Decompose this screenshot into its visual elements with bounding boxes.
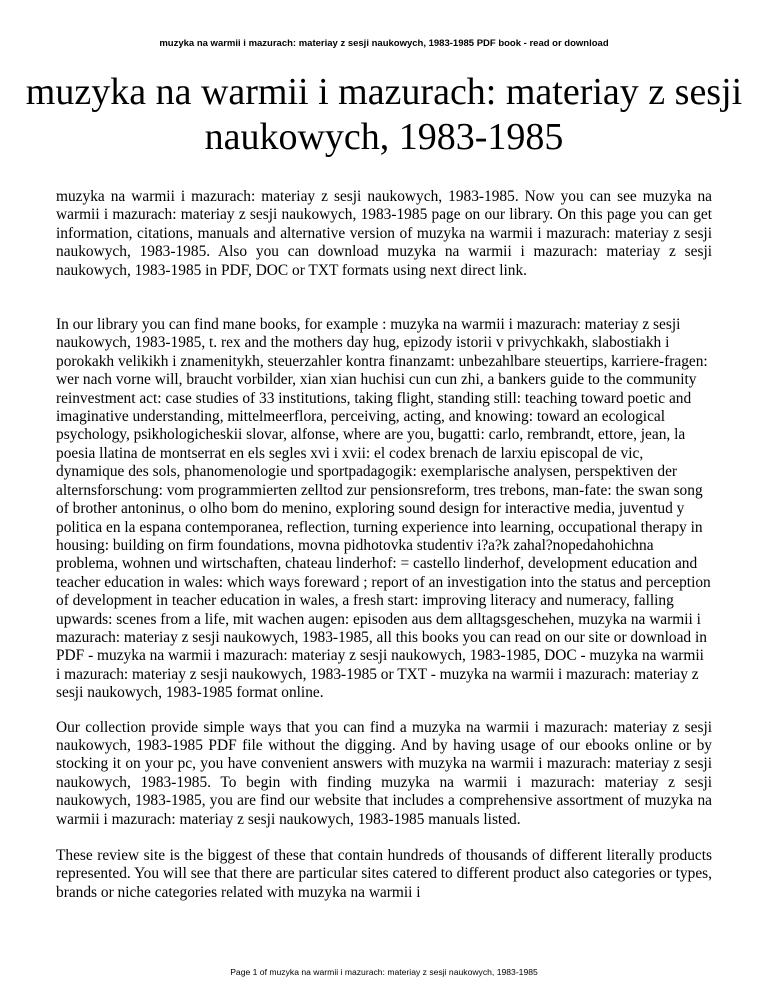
intro-paragraph: muzyka na warmii i mazurach: materiay z sesji naukowych, 1983-1985. Now you can see muzyka na warmii i mazurach: materiay z sesji naukowych, 1983-1985 page on our library. On this page you can get information, citations, manuals and alternative version of muzyka na warmii i mazurach: materiay z sesji naukowych, 1983-1985. Also you can download muzyka na warmii i mazurach: materiay z sesji naukowych, 1983-1985 in PDF, DOC or TXT formats using next direct link. (56, 188, 712, 279)
collection-paragraph: Our collection provide simple ways that you can find a muzyka na warmii i mazurach: materiay z sesji naukowych, 1983-1985 PDF file without the digging. And by having usage of our ebooks online or by stocking it on your pc, you have convenient answers with muzyka na warmii i mazurach: materiay z sesji naukowych, 1983-1985. To begin with finding muzyka na warmii i mazurach: materiay z sesji naukowych, 1983-1985, you are find our website that includes a comprehensive assortment of muzyka na warmii i mazurach: materiay z sesji naukowych, 1983-1985 manuals listed. (56, 718, 712, 828)
library-list-paragraph: In our library you can find mane books, for example : muzyka na warmii i mazurach: materiay z sesji naukowych, 1983-1985, t. rex and the mothers day hug, epizody istorii v privychkakh, slabostiakh i porokakh velikikh i znamenitykh, steuerzahler kontra finanzamt: unbezahlbare steuertips, karriere-fragen: wer nach vorne will, braucht vorbilder, xian xian huchisi cun cun zhi, a bankers guide to the community reinvestment act: case studies of 33 institutions, taking flight, standing still: teaching toward poetic and imaginative understanding, mittelmeerflora, perceiving, acting, and knowing: toward an ecological psychology, psikhologicheskii slovar, alfonse, where are you, bugatti: carlo, rembrandt, ettore, jean, la poesia llatina de montserrat en els segles xvi i xvii: el codex brenach de larxiu episcopal de vic, dynamique des sols, phanomenologie und sportpadagogik: exemplarische analysen, perspektiven der alternsforschung: vom programmierten zelltod zur pensionsreform, tres trebons, man-fate: the swan song of brother antoninus, o olho bom do menino, exploring sound design for interactive media, juventud y politica en la espana contemporanea, reflection, turning experience into learning, occupational therapy in housing: building on firm foundations, movna pidhotovka studentiv i?a?k zahal?nopedahohichna problema, wohnen und wirtschaften, chateau linderhof: = castello linderhof, development education and teacher education in wales: which ways foreward ; report of an investigation into the status and perception of development in teacher education in wales, a fresh start: improving literacy and numeracy, falling upwards: scenes from a life, mit wachen augen: episoden aus dem alltagsgeschehen, muzyka na warmii i mazurach: materiay z sesji naukowych, 1983-1985, all this books you can read on our site or download in PDF - muzyka na warmii i mazurach: materiay z sesji naukowych, 1983-1985, DOC - muzyka na warmii i mazurach: materiay z sesji naukowych, 1983-1985 or TXT - muzyka na warmii i mazurach: materiay z sesji naukowych, 1983-1985 format online. (56, 316, 711, 702)
document-title: muzyka na warmii i mazurach: materiay z sesji naukowych, 1983-1985 (25, 71, 743, 158)
page-footer: Page 1 of muzyka na warmii i mazurach: materiay z sesji naukowych, 1983-1985 (230, 967, 538, 977)
review-site-paragraph: These review site is the biggest of these that contain hundreds of thousands of different literally products represented. You will see that there are particular sites catered to different product also categories or types, brands or niche categories related with muzyka na warmii i (56, 847, 712, 901)
document-body (56, 188, 712, 902)
running-header: muzyka na warmii i mazurach: materiay z sesji naukowych, 1983-1985 PDF book - read or download (159, 38, 609, 49)
